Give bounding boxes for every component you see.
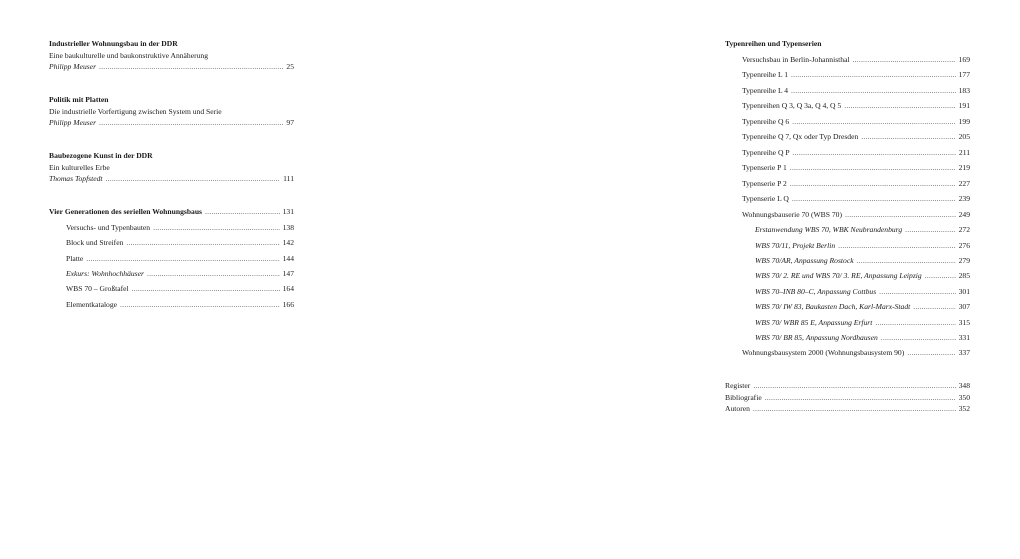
leader-dots xyxy=(153,222,280,234)
leader-dots xyxy=(86,253,279,265)
leader-dots xyxy=(853,54,956,66)
leader-dots xyxy=(857,255,956,267)
toc-entry[interactable]: Block und Streifen ..... 142 xyxy=(66,237,294,249)
toc-entry[interactable]: Wohnungsbauserie 70 (WBS 70) ..... 249 xyxy=(742,209,970,221)
page-number: 279 xyxy=(958,256,970,265)
toc-entry[interactable]: Typenserie P 1 ..... 219 xyxy=(742,162,970,174)
toc-subentry[interactable]: Erstanwendung WBS 70, WBK Neubrandenburg ..... 272 xyxy=(755,224,970,236)
toc-entry[interactable]: Platte ..... 144 xyxy=(66,253,294,265)
leader-dots xyxy=(881,332,956,344)
toc-entry[interactable]: Autoren ..... 352 xyxy=(725,403,970,415)
page-number: 249 xyxy=(958,210,970,219)
page-number: 205 xyxy=(958,132,970,141)
page-number: 272 xyxy=(958,225,970,234)
toc-entry[interactable]: Register ..... 348 xyxy=(725,380,970,392)
leader-dots xyxy=(790,162,956,174)
toc-entry[interactable]: Versuchsbau in Berlin-Johannisthal ..... 169 xyxy=(742,54,970,66)
page-number: 331 xyxy=(958,333,970,342)
leader-dots xyxy=(791,69,956,81)
page-number: 142 xyxy=(282,238,294,247)
section-title: Baubezogene Kunst in der DDR xyxy=(49,151,153,160)
toc-entry[interactable]: Exkurs: Wohnhochhäuser ..... 147 xyxy=(66,268,294,280)
page-number: 191 xyxy=(958,101,970,110)
leader-dots xyxy=(875,317,955,329)
leader-dots xyxy=(790,178,956,190)
toc-entry[interactable]: Typenreihe Q P ..... 211 xyxy=(742,147,970,159)
page-number: 348 xyxy=(958,381,970,390)
toc-entry[interactable]: Typenserie P 2 ..... 227 xyxy=(742,178,970,190)
section-subtitle: Ein kulturelles Erbe xyxy=(49,163,110,172)
toc-entry[interactable]: Bibliografie ..... 350 xyxy=(725,392,970,404)
page-number: 183 xyxy=(958,86,970,95)
section-subtitle: Eine baukulturelle und baukonstruktive Annäherung xyxy=(49,51,209,60)
toc-entry[interactable]: Typenreihe Q 6 ..... 199 xyxy=(742,116,970,128)
leader-dots xyxy=(845,209,956,221)
page-number: 166 xyxy=(282,300,294,309)
page-number: 315 xyxy=(958,318,970,327)
leader-dots xyxy=(147,268,280,280)
leader-dots xyxy=(925,270,956,282)
page-number: 97 xyxy=(286,118,294,127)
toc-subentry[interactable]: WBS 70/11, Projekt Berlin ..... 276 xyxy=(755,240,970,252)
leader-dots xyxy=(838,240,955,252)
toc-entry[interactable]: Typenreihe L 4 ..... 183 xyxy=(742,85,970,97)
leader-dots xyxy=(844,100,955,112)
leader-dots xyxy=(792,116,955,128)
toc-subentry[interactable]: WBS 70/ 2. RE und WBS 70/ 3. RE, Anpassung Leipzig ..... 285 xyxy=(755,270,970,282)
page-number: 147 xyxy=(282,269,294,278)
author: Thomas Topfstedt xyxy=(49,174,103,183)
page-number: 138 xyxy=(282,223,294,232)
toc-entry[interactable] xyxy=(49,61,294,73)
leader-dots xyxy=(99,61,283,73)
leader-dots xyxy=(99,117,283,129)
leader-dots xyxy=(106,173,281,185)
leader-dots xyxy=(792,193,956,205)
page-number: 352 xyxy=(958,404,970,413)
toc-subentry[interactable]: WBS 70–INB 80–C, Anpassung Cottbus ..... 301 xyxy=(755,286,970,298)
toc-entry[interactable] xyxy=(49,173,294,185)
page-number: 337 xyxy=(958,348,970,357)
page-number: 25 xyxy=(286,62,294,71)
toc-entry[interactable]: Versuchs- und Typenbauten ..... 138 xyxy=(66,222,294,234)
page-number: 227 xyxy=(958,179,970,188)
page-number: 177 xyxy=(958,70,970,79)
leader-dots xyxy=(132,283,280,295)
toc-subentry[interactable]: WBS 70/ BR 85, Anpassung Nordhausen ..... 331 xyxy=(755,332,970,344)
page-number: 276 xyxy=(958,241,970,250)
page-number: 350 xyxy=(958,393,970,402)
toc-subentry[interactable]: WBS 70/AR, Anpassung Rostock ..... 279 xyxy=(755,255,970,267)
toc-entry[interactable]: Typenreihe L 1 ..... 177 xyxy=(742,69,970,81)
leader-dots xyxy=(205,206,280,218)
toc-entry[interactable]: Elementkataloge ..... 166 xyxy=(66,299,294,311)
toc-subentry[interactable]: WBS 70/ WBR 85 E, Anpassung Erfurt ..... 315 xyxy=(755,317,970,329)
page-number: 285 xyxy=(958,271,970,280)
page-number: 169 xyxy=(958,55,970,64)
leader-dots xyxy=(861,131,955,143)
leader-dots xyxy=(791,85,956,97)
section-title: Industrieller Wohnungsbau in der DDR xyxy=(49,39,178,48)
section-title: Politik mit Platten xyxy=(49,95,109,104)
page-number: 144 xyxy=(282,254,294,263)
page-number: 199 xyxy=(958,117,970,126)
leader-dots xyxy=(913,301,955,313)
toc-entry[interactable]: WBS 70 – Großtafel ..... 164 xyxy=(66,283,294,295)
toc-entry[interactable]: Wohnungsbausystem 2000 (Wohnungsbausystem 90) ..... 337 xyxy=(742,347,970,359)
page-number: 219 xyxy=(958,163,970,172)
toc-entry[interactable]: Typenreihen Q 3, Q 3a, Q 4, Q 5 ..... 191 xyxy=(742,100,970,112)
page-number: 211 xyxy=(958,148,970,157)
leader-dots xyxy=(753,403,956,415)
author: Philipp Meuser xyxy=(49,118,97,127)
leader-dots xyxy=(905,224,955,236)
leader-dots xyxy=(126,237,279,249)
leader-dots xyxy=(879,286,955,298)
page-number: 239 xyxy=(958,194,970,203)
leader-dots xyxy=(907,347,955,359)
leader-dots xyxy=(120,299,280,311)
section-title: Typenreihen und Typenserien xyxy=(725,39,822,48)
page-number: 111 xyxy=(283,174,294,183)
page-number: 164 xyxy=(282,284,294,293)
toc-entry[interactable]: Typenreihe Q 7, Qx oder Typ Dresden ..... 205 xyxy=(742,131,970,143)
leader-dots xyxy=(753,380,955,392)
page-number: 131 xyxy=(282,207,294,216)
toc-entry-generations[interactable]: Vier Generationen des seriellen Wohnungsbaus ..... 131 xyxy=(49,206,294,218)
section-subtitle: Die industrielle Vorfertigung zwischen System und Serie xyxy=(49,107,222,116)
toc-entry[interactable] xyxy=(49,117,294,129)
page-number: 301 xyxy=(958,287,970,296)
author: Philipp Meuser xyxy=(49,62,97,71)
page-number: 307 xyxy=(958,302,970,311)
toc-subentry[interactable]: WBS 70/ IW 83, Baukasten Dach, Karl-Marx-Stadt ..... 307 xyxy=(755,301,970,313)
toc-entry[interactable]: Typenserie L Q ..... 239 xyxy=(742,193,970,205)
leader-dots xyxy=(793,147,956,159)
